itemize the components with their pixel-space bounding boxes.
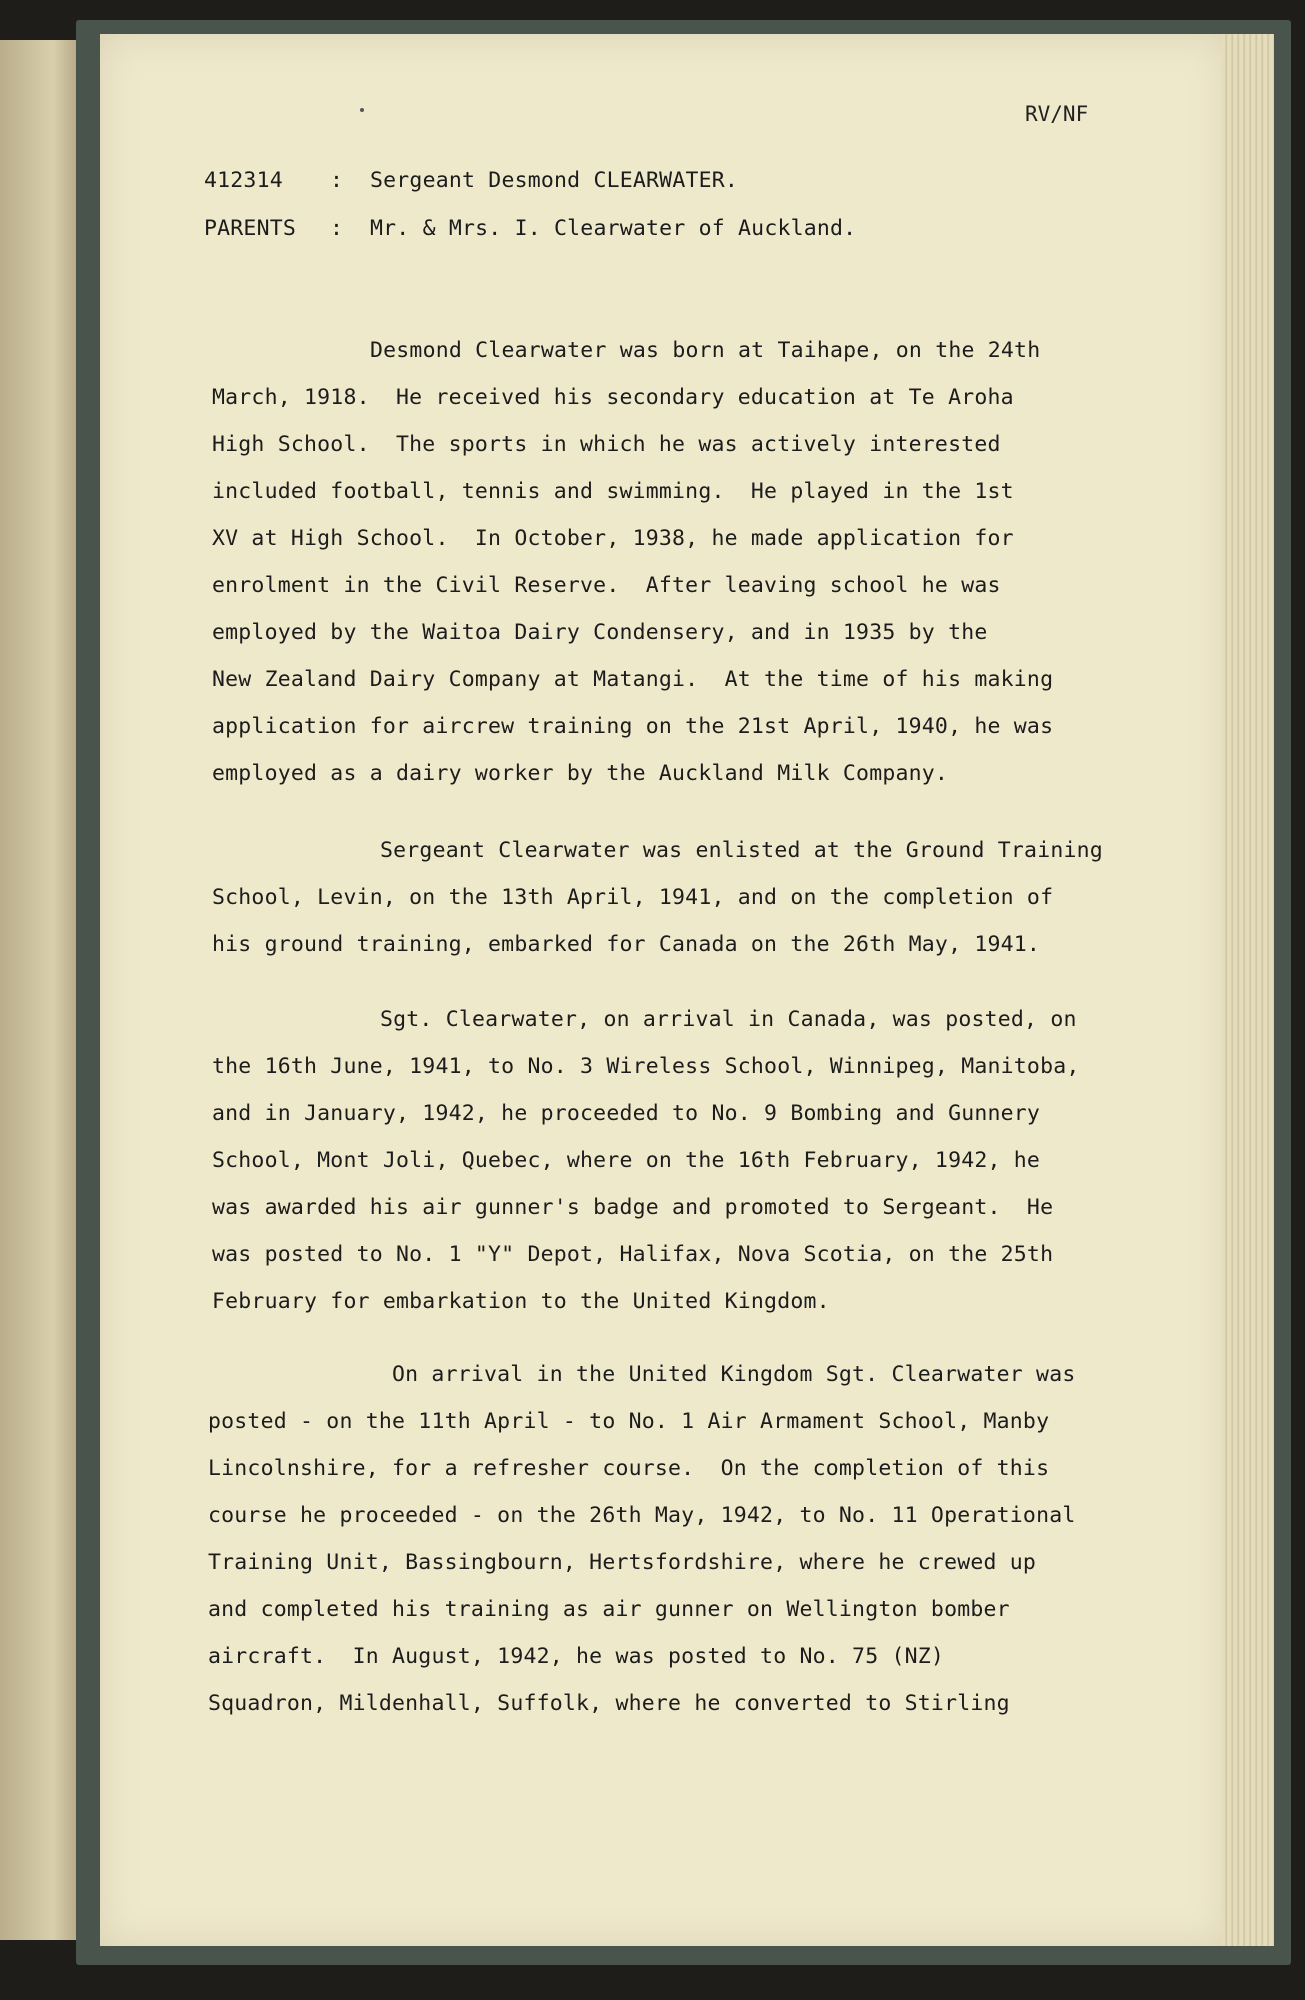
body-line: his ground training, embarked for Canada on the 26th May, 1941.: [212, 932, 1041, 957]
body-line: School, Levin, on the 13th April, 1941, and on the completion of: [212, 885, 1054, 910]
body-line: February for embarkation to the United Kingdom.: [212, 1289, 830, 1314]
body-line: and completed his training as air gunner on Wellington bomber: [208, 1597, 1010, 1622]
body-line: Sergeant Clearwater was enlisted at the Ground Training: [380, 838, 1103, 863]
body-line: posted - on the 11th April - to No. 1 Air Armament School, Manby: [208, 1409, 1050, 1434]
service-number: 412314: [204, 168, 283, 193]
body-line: included football, tennis and swimming. He played in the 1st: [212, 479, 1014, 504]
body-line: High School. The sports in which he was actively interested: [212, 432, 1001, 457]
body-line: was awarded his air gunner's badge and promoted to Sergeant. He: [212, 1195, 1054, 1220]
body-line: application for aircrew training on the 21st April, 1940, he was: [212, 714, 1054, 739]
parents-label: PARENTS: [204, 216, 297, 241]
body-line: the 16th June, 1941, to No. 3 Wireless School, Winnipeg, Manitoba,: [212, 1054, 1080, 1079]
page-fore-edge: [1222, 34, 1274, 1946]
left-page-edge: [0, 40, 88, 1940]
body-line: Training Unit, Bassingbourn, Hertsfordshire, where he crewed up: [208, 1550, 1037, 1575]
body-line: course he proceeded - on the 26th May, 1942, to No. 11 Operational: [208, 1503, 1076, 1528]
body-line: employed by the Waitoa Dairy Condensery, and in 1935 by the: [212, 620, 988, 645]
body-line: enrolment in the Civil Reserve. After leaving school he was: [212, 573, 1001, 598]
parents-separator: :: [330, 216, 344, 241]
file-reference: RV/NF: [1025, 102, 1089, 126]
parents-value: Mr. & Mrs. I. Clearwater of Auckland.: [370, 216, 857, 241]
body-line: aircraft. In August, 1942, he was posted to No. 75 (NZ): [208, 1644, 945, 1669]
body-line: Desmond Clearwater was born at Taihape, on the 24th: [370, 338, 1041, 363]
body-line: Squadron, Mildenhall, Suffolk, where he converted to Stirling: [208, 1691, 1010, 1716]
body-line: New Zealand Dairy Company at Matangi. At the time of his making: [212, 667, 1054, 692]
body-line: was posted to No. 1 "Y" Depot, Halifax, Nova Scotia, on the 25th: [212, 1242, 1054, 1267]
body-line: Sgt. Clearwater, on arrival in Canada, was posted, on: [380, 1007, 1077, 1032]
body-line: Lincolnshire, for a refresher course. On the completion of this: [208, 1456, 1050, 1481]
service-name: Sergeant Desmond CLEARWATER.: [370, 168, 739, 193]
service-separator: :: [330, 168, 344, 193]
body-line: XV at High School. In October, 1938, he made application for: [212, 526, 1014, 551]
body-line: employed as a dairy worker by the Auckland Milk Company.: [212, 761, 949, 786]
body-line: On arrival in the United Kingdom Sgt. Clearwater was: [392, 1362, 1076, 1387]
body-line: March, 1918. He received his secondary education at Te Aroha: [212, 385, 1014, 410]
body-line: and in January, 1942, he proceeded to No. 9 Bombing and Gunnery: [212, 1101, 1041, 1126]
body-line: School, Mont Joli, Quebec, where on the 16th February, 1942, he: [212, 1148, 1041, 1173]
paper-speck: [360, 108, 364, 112]
